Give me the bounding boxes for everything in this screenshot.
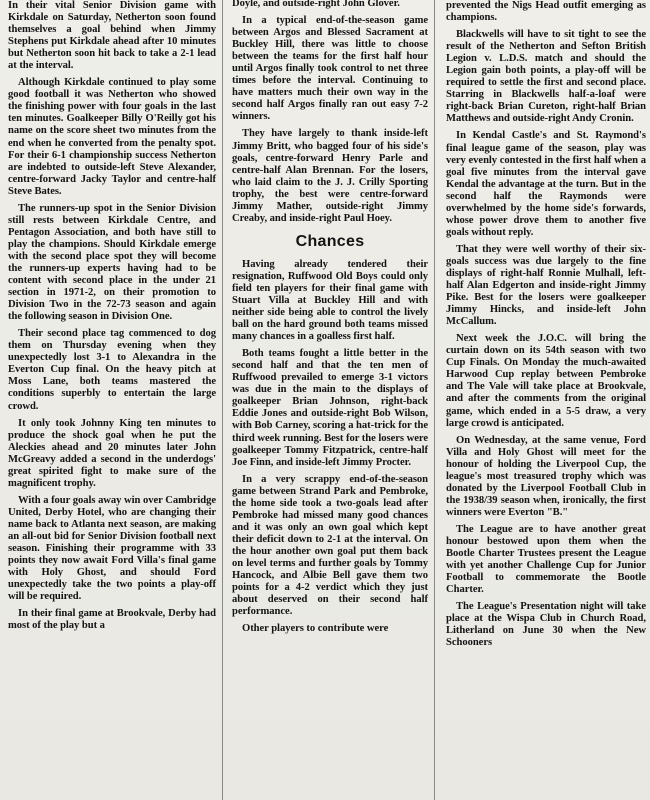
article-column-3 xyxy=(436,0,650,800)
paragraph: In Kendal Castle's and St. Raymond's final league game of the season, play was very evenly contested in the first half when a goal five minutes from the interval gave Kendal the advantage at the turn. But in the second half the Raymonds were overwhelmed by the home side's forwards, whose power drove them to another five goals without reply. xyxy=(446,130,646,238)
paragraph: They have largely to thank inside-left Jimmy Britt, who bagged four of his side's goals, centre-forward Henry Parle and centre-half Alan Brennan. For the losers, who laid claim to the J. J. Crilly Sporting trophy, the best were centre-forward Jimmy Mather, outside-right Jimmy Creaby, and inside-right Paul Hoey. xyxy=(232,128,428,224)
paragraph: On Wednesday, at the same venue, Ford Villa and Holy Ghost will meet for the honour of holding the Liverpool Cup, the league's most treasured trophy which was donated by the Liverpool Football Club in the 1938/39 season when, ironically, the first winners were Everton "B." xyxy=(446,434,646,518)
paragraph: Both teams fought a little better in the second half and that the ten men of Ruffwood prevailed to emerge 3-1 victors was due in the main to the displays of goalkeeper Brian Johnson, right-back Eddie Jones and outside-right Bob Wilson, with Bob Carney, scoring a hat-trick for the third week running. Best for the losers were goalkeeper Tommy Fitzpatrick, centre-half Joe Finn, and inside-left Jimmy Procter. xyxy=(232,348,428,468)
paragraph: The League are to have another great honour bestowed upon them when the Bootle Charter Trustees present the League with yet another Challenge Cup for Junior Football to commemorate the Bootle Charter. xyxy=(446,523,646,596)
paragraph: Doyle, and outside-right John Glover. xyxy=(232,0,400,9)
paragraph: Next week the J.O.C. will bring the curtain down on its 54th season with two Cup Finals. On Monday the much-awaited Harwood Cup replay between Pembroke and The Vale will take place at Brookvale, and after the comments from the original game, which ended in a 5-5 draw, a very large crowd is anticipated. xyxy=(446,333,646,429)
article-column-2 xyxy=(224,0,434,800)
column-divider xyxy=(434,0,435,800)
paragraph: Their second place tag commenced to dog them on Thursday evening when they unexpectedly lost 3-1 to Alexandra in the Everton Cup final. On the heavy pitch at Moss Lane, both teams mastered the conditions superbly to entertain the large crowd. xyxy=(8,328,216,412)
section-heading: Chances xyxy=(295,232,365,250)
paragraph: In their final game at Brookvale, Derby had most of the play but a xyxy=(8,608,216,632)
paragraph: In a typical end-of-the-season game between Argos and Blessed Sacrament at Buckley Hill, there was little to choose between the teams for the first half hour until Argos finally took control to net three times before the interval. Continuing to have matters much their own way in the second half Argos finally ran out easy 7-2 winners. xyxy=(232,15,428,123)
paragraph: Other players to contribute were xyxy=(242,623,389,635)
article-column-1 xyxy=(0,0,222,800)
paragraph: Although Kirkdale continued to play some good football it was Netherton who showed the finishing power with four goals in the last ten minutes. Goalkeeper Billy O'Reilly got his name on the score sheet two minutes from the end when he converted from the penalty spot. For their 6-1 championship success Netherton are indebted to outside-left Steve Alexander, centre-forward Jacky Taylor and centre-half Steve Bates. xyxy=(8,77,216,197)
paragraph: The League's Presentation night will take place at the Wispa Club in Church Road, Litherland on June 30 when the New Schooners xyxy=(446,601,646,649)
paragraph: prevented the Nigs Head outfit emerging as champions. xyxy=(446,0,646,24)
column-divider xyxy=(222,0,223,800)
paragraph: Having already tendered their resignation, Ruffwood Old Boys could only field ten players for their final game with Stuart Villa at Buckley Hill and with neither side being able to control the lively ball on the hard ground both teams missed many chances in a goalless first half. xyxy=(232,258,428,343)
paragraph: It only took Johnny King ten minutes to produce the shock goal when he put the Aleckies ahead and 20 minutes later John McGreavy added a second in the underdogs' great spirited fight to make sure of the magnificent trophy. xyxy=(8,417,216,489)
paragraph: The runners-up spot in the Senior Division still rests between Kirkdale Centre, and Pentagon Association, and both have still to play the champions. Should Kirkdale emerge with the second place spot they will become the runners-up experts having had to be content with second place in the under 21 section in 1971-2, on their promotion to Division Two in the 72-73 season and again the following season in Division One. xyxy=(8,202,216,323)
paragraph: With a four goals away win over Cambridge United, Derby Hotel, who are changing their name back to Atlanta next season, are making an all-out bid for Senior Division football next season. Finishing their programme with 33 points they now await Ford Villa's final game with Holy Ghost, and should Ford unexpectedly take the two points a play-off will be required. xyxy=(8,494,216,603)
paragraph: Blackwells will have to sit tight to see the result of the Netherton and Sefton British Legion v. L.D.S. match and should the Legion gain both points, a play-off will be required to settle the first and second place. Starring in Blackwells half-a-loaf were right-back Brian Cureton, right-half Brian Matthews and outside-right Andy Cronin. xyxy=(446,29,646,125)
paragraph: That they were well worthy of their six-goals success was due largely to the fine displays of right-half Ronnie Mulhall, left-half Alan Edgerton and inside-right Jimmy Pike. Best for the losers were goalkeeper Jimmy Hincks, and inside-left John McCallum. xyxy=(446,243,646,328)
paragraph: In their vital Senior Division game with Kirkdale on Saturday, Netherton soon found themselves a goal behind when Jimmy Stephens put Kirkdale ahead after 10 minutes but Netherton soon hit back to take a 2-1 lead at the interval. xyxy=(8,0,216,72)
paragraph: In a very scrappy end-of-the-season game between Strand Park and Pembroke, the home side took a two-goals lead after Pembroke had missed many good chances and it was only an own goal which kept their deficit down to 2-1 at the interval. On the hour another own goal put them back on level terms and further goals by Tommy Hancock, and Albie Bell gave them two points for a 4-2 verdict which they just about deserved on their second half performance. xyxy=(232,473,428,618)
